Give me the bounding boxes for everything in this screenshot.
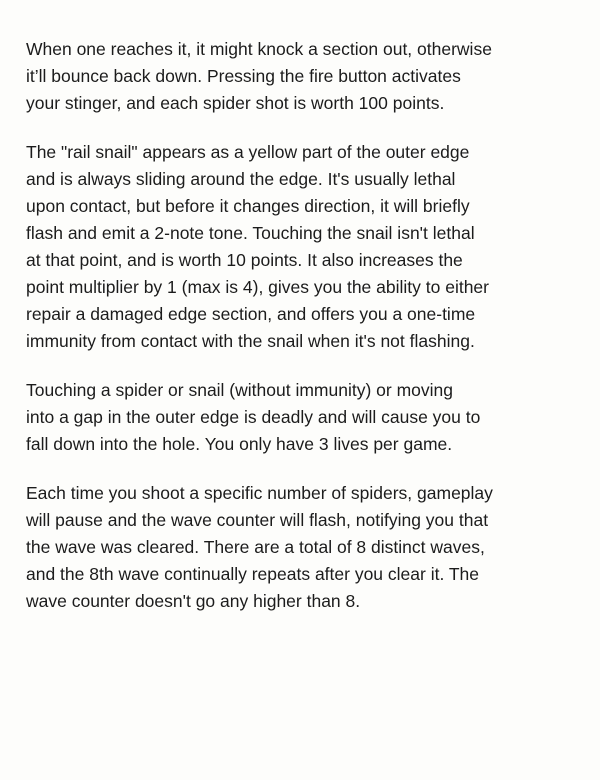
- paragraph-rail-snail: The "rail snail" appears as a yellow part of the outer edge and is always sliding around the edge. It's usually lethal upon contact, but before it changes direction, it will briefly flash and emit a 2-note tone. Touching the snail isn't lethal at that point, and is worth 10 points. It also increases the point multiplier by 1 (max is 4), gives you the ability to either repair a damaged edge section, and offers you a one-time immunity from contact with the snail when it's not flashing.: [26, 142, 489, 351]
- paragraph-section-knock: When one reaches it, it might knock a section out, otherwise it’ll bounce back down. Pressing the fire button activates your stinger, and each spider shot is worth 100 points.: [26, 39, 492, 113]
- paragraph-deadly-contact: Touching a spider or snail (without immunity) or moving into a gap in the outer edge is deadly and will cause you to fall down into the hole. You only have 3 lives per game.: [26, 380, 481, 454]
- paragraph-waves: Each time you shoot a specific number of spiders, gameplay will pause and the wave counter will flash, notifying you that the wave was cleared. There are a total of 8 distinct waves, and the 8th wave continually repeats after you clear it. The wave counter doesn't go any higher than 8.: [26, 483, 493, 611]
